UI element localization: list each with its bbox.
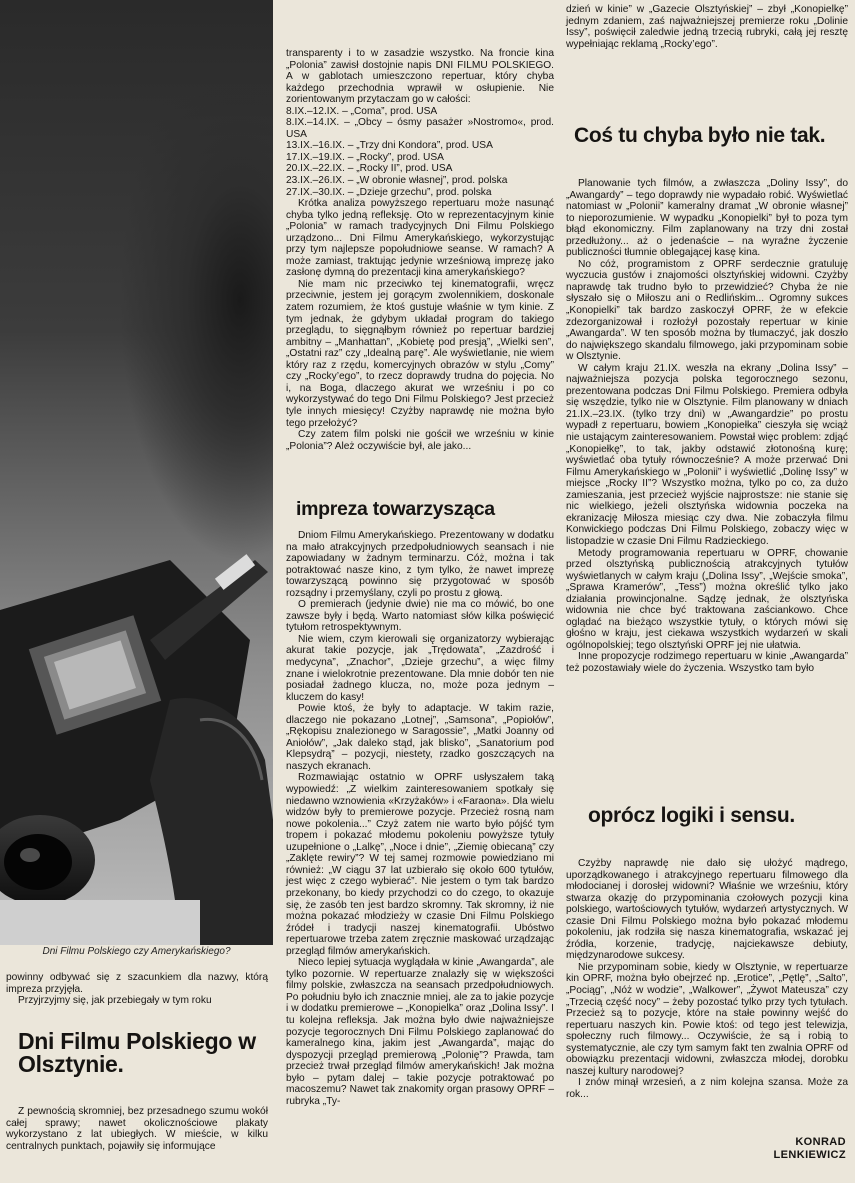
repertoire-item: 8.IX.–12.IX. – „Coma”, prod. USA [286,105,438,117]
paragraph: I znów minął wrzesień, a z nim kolejna szansa. Może za rok... [566,1077,848,1100]
paragraph: Krótka analiza powyższego repertuaru może nasunąć chyba tylko jedną refleksję. Oto w reprezentacyjnym kinie „Polonia” w ramach tradycyjnych Dni Filmu Polskiego urządzono... Dni Filmu Amerykańskiego, wykorzystując przy tym najlepsze popołudniowe seanse. W ramach? A może zamiast, traktując jedynie wrześniową imprezę jako zasłonę dymną do prezentacji kina amerykańskiego? [286,198,554,279]
paragraph: transparenty i to w zasadzie wszystko. Na froncie kina „Polonia” zawisł dostojnie napis DNI FILMU POLSKIEGO. A w gablotach umieszczono repertuar, który chyba każdego przechodnia wprawił w osłupienie. Nie zorientowanym przytaczam go w całości: [286,48,554,106]
paragraph: Czy zatem film polski nie gościł we wrześniu w kinie „Polonia”? Ależ oczywiście był, ale jako... [286,429,554,452]
paragraph: Nieco lepiej sytuacja wyglądała w kinie „Awangarda”, ale tylko pozornie. W repertuarze znalazły się w większości filmy polskie, zwłaszcza na seansach przedpołudniowych. Po południu było ich znacznie mniej, ale za to jakie pozycje i w dodatku premierowe – „Konopielka” oraz „Dolina Issy”. I tu kolejna refleksja. Jak można było dwie najważniejsze pozycje tegorocznych Dni Filmu Polskiego zaplanować do kameralnego kina, jakim jest „Awangarda”, mając do dyspozycji przegląd premierową „Polonię”? Prawda, tam przecież trwał przegląd filmów amerykańskich! Jak można było – pytam dalej – takie pozycje potraktować po macoszemu? Nawet tak znakomity organ prasowy OPRF – rubryka „Ty- [286,957,554,1107]
column-2-top [286,48,554,452]
paragraph: Nie wiem, czym kierowali się organizatorzy wybierając akurat takie pozycje, jak „Trędowata”, „Zazdrość i medycyna”, „Znachor”, „Dzieje grzechu”, a więc filmy znane i wielokrotnie prezentowane. Dla mnie dobór ten nie posiadał żadnego klucza, no, może poza jednym – kluczem do kasy! [286,633,554,703]
repertoire-item: 23.IX.–26.IX. – „W obronie własnej”, prod. polska [286,175,508,187]
paragraph: Inne propozycje rodzimego repertuaru w kinie „Awangarda” też pozostawiały wiele do życzenia. Wszystko tam było [566,651,848,674]
column-1-intro [6,972,268,1007]
author-signature: KONRAD LENKIEWICZ [773,1136,846,1161]
paragraph: Rozmawiając ostatnio w OPRF usłyszałem taką wypowiedź: „Z wielkim zainteresowaniem spotkały się niedawno wznowienia «Krzyżaków» i «Faraona». Dla wielu widzów były to premierowe pozycje. Przecież rosną nam nowe pokolenia...” Czyż zatem nie warto było pójść tym tropem i pokazać młodemu pokoleniu powyższe tytuły uzupełnione o „Lalkę”, „Noce i dnie”, „Ziemię obiecaną” czy „Zaklęte rewiry”? W tej samej rozmowie powiedziano mi również: „W ciągu 37 lat uzbierało się około 600 tytułów, jest więc z czego wybierać”. Nie jestem o tym tak bardzo przekonany, bo kiedy przychodzi co do czego, to okazuje się, że zasób ten jest bardzo skromny. Tak skromny, iż nie można pokazać młodzieży w czasie Dni Filmu Polskiego źródeł i tradycji naszej kinematografii. Ubóstwo repertuarowe trzeba zatem zręcznie maskować urządzając przegląd filmów amerykańskich. [286,772,554,957]
column-1-body [6,1106,268,1152]
repertoire-item: 27.IX.–30.IX. – „Dzieje grzechu”, prod. polska [286,186,492,198]
column-3-bottom [566,858,848,1100]
paragraph: Nie przypominam sobie, kiedy w Olsztynie, w repertuarze kin OPRF, można było obejrzeć np. „Erotice”, „Pętlę”, „Salto”, „Pociąg”, „Nóż w wodzie”, „Walkower”, „Żywot Mateusza” czy „Trzecią część nocy” – żeby pozostać tylko przy tych tytułach. Przecież są to pozycje, które na stałe powinny wejść do repertuaru naszych kin. Powie ktoś: od tego jest telewizja, społeczny ruch filmowy... Oczywiście, że są i robią to systematycznie, ale czy tym samym fakt ten zwalnia OPRF od obowiązku prezentacji widowni, zwłaszcza młodej, dorobku naszej kultury narodowej? [566,961,848,1077]
column-2-bottom [286,530,554,1107]
paragraph: Czyżby naprawdę nie dało się ułożyć mądrego, uporządkowanego i atrakcyjnego repertuaru filmowego dla młodocianej i dorosłej widowni? Właśnie we wrześniu, który stwarza okazję do przypominania czołowych pozycji kina polskiego, wartościowych tytułów, wydarzeń artystycznych. W czasie Dni Filmu Polskiego można było pokazać młodemu pokoleniu, jak rodziła się nasza kinematografia, wskazać jej źródła, korzenie, tradycję, najciekawsze debiuty, międzynarodowe sukcesy. [566,858,848,962]
paragraph: Powie ktoś, że były to adaptacje. W takim razie, dlaczego nie pokazano „Lotnej”, „Samsona”, „Popiołów”, „Rękopisu znalezionego w Saragossie”, „Matki Joanny od Aniołów”, „Jak daleko stąd, jak blisko”, „Sanatorium pod Klepsydrą” – pozycji, niestety, rzadko goszczących na naszych ekranach. [286,703,554,772]
camera-body-shape [0,554,273,945]
paragraph: powinny odbywać się z szacunkiem dla nazwy, którą impreza przyjęła. [6,972,268,995]
paragraph: dzień w kinie” w „Gazecie Olsztyńskiej” – zbył „Konopielkę” jednym zdaniem, zaś najważniejszej premierze roku „Dolinie Issy”, poświęcił zaledwie jedną trzecią rubryki, całą jej resztę wypełniając reklamą „Rocky’ego”. [566,4,848,50]
section-heading-oprocz: oprócz logiki i sensu. [588,804,795,827]
photo-caption: Dni Filmu Polskiego czy Amerykańskiego? [42,946,231,957]
repertoire-list [286,106,554,198]
paragraph: Przyjrzyjmy się, jak przebiegały w tym roku [18,995,212,1007]
paragraph: Planowanie tych filmów, a zwłaszcza „Doliny Issy”, do „Awangardy” – tego doprawdy nie wypadało robić. Wyświetlać natomiast w „Polonii” kameralny dramat „W obronie własnej” to nieporozumienie. W wypadku „Konopielki” był to poza tym błąd ekonomiczny. Film zaplanowany na trzy dni został przedłużony... aż o jedenaście – na wyraźne życzenie publiczności tłumnie oblegającej kasę kina. [566,178,848,259]
section-heading-impreza: impreza towarzysząca [296,498,495,520]
paragraph: W całym kraju 21.IX. weszła na ekrany „Dolina Issy” – najważniejsza pozycja polska tegorocznego sezonu, prezentowana podczas Dni Filmu Polskiego. Premiera odbyła się wszędzie, tylko nie w Olsztynie. Film planowany w dniach 21.IX.–23.IX. (tylko trzy dni) w „Awangardzie” po prostu wypadł z repertuaru, bowiem „Konopiełka” cieszyła się wciąż nie ustającym zainteresowaniem. Powstał więc problem: zdjąć „Konopiełkę”, to tak, jakby odstawić złotonośną kurę; wyświetlać oba tytuły równocześnie? A może przerwać Dni Filmu Amerykańskiego w „Polonii” i wyświetlić „Dolinę Issy” w miejsce „Rocky II”? Wszystko można, tylko po co, za dużo zamieszania, jest przecież wyjście najprostsze: nie stanie się nic wielkiego, jeżeli olsztyńska widownia poczeka na ekranizację Miłosza miesiąc czy dwa. Nie zobaczyła filmu Konwickiego podczas Dni Filmu Polskiego, zobaczy więc w listopadzie w czasie Dni Filmu Radzieckiego. [566,362,848,547]
repertoire-item: 17.IX.–19.IX. – „Rocky”, prod. USA [286,151,444,163]
column-3-middle [566,178,848,675]
film-camera-photo [0,0,273,945]
paragraph: No cóż, programistom z OPRF serdecznie gratuluję wyczucia gustów i znajomości olsztyńskiej widowni. Czyżby naprawdę tak trudno było to przewidzieć? Chyba że nie słyszało się o Miłoszu ani o Redlińskim... Ogromny sukces „Konopielki” tak bardzo zaskoczył OPRF, że w efekcie zdezorganizował i rozłożył pozostały repertuar w kinie „Awangarda”. W ten sposób można by tłumaczyć, jak doszło do największego skandalu filmowego, jaki przypominam sobie w Olsztynie. [566,258,848,363]
camera-operator-illustration [0,0,273,945]
paragraph: Z pewnością skromniej, bez przesadnego szumu wokół całej sprawy; nawet okolicznościowe plakaty wykorzystano z lat ubiegłych. W mieście, w kilku centralnych punktach, pojawiły się informujące [6,1106,268,1152]
repertoire-item: 13.IX.–16.IX. – „Trzy dni Kondora”, prod. USA [286,140,493,152]
section-heading-cos-tu: Coś tu chyba było nie tak. [574,124,826,147]
section-heading-dni-filmu: Dni Filmu Polskiego w Olsztynie. [18,1028,256,1077]
repertoire-item: 8.IX.–14.IX. – „Obcy – ósmy pasażer »Nostromo«, prod. USA [286,117,554,140]
paragraph: Metody programowania repertuaru w OPRF, chowanie przed olsztyńską publicznością atrakcyjnych tytułów wyświetlanych w całym kraju („Dolina Issy”, „Wejście smoka”, „Sprawa Kramerów”, „Tess”) można określić tylko jako działania prowincjonalne. Sądzę jednak, że olsztyńska widownia nie chce być traktowana zaściankowo. Chce oglądać na bieżąco wszystkie tytuły, o których mówi się głośno w kraju, jest ciekawa wszystkich wydarzeń w skali ogólnopolskiej; tego olsztyński OPRF jej nie ułatwia. [566,547,848,651]
column-3-top [566,4,848,50]
paragraph: Dniom Filmu Amerykańskiego. Prezentowany w dodatku na mało atrakcyjnych przedpołudniowych seansach i nie zapowiadany w żadnym terminarzu. Cóż, można i tak potraktować nasze kino, z tym tylko, że nawet imprezę towarzyszącą powinno się przygotować w sposób rozsądny i przemyślany, czyli po prostu z głową. [286,530,554,599]
paragraph: O premierach (jedynie dwie) nie ma co mówić, bo one zawsze były i będą. Warto natomiast słów kilka poświęcić tytułom retrospektywnym. [286,599,554,634]
paragraph: Nie mam nic przeciwko tej kinematografii, wręcz przeciwnie, jestem jej gorącym zwolennikiem, doskonale zatem rozumiem, że ktoś gustuje właśnie w tym kinie. Z tym jednak, że gdybym układał program do takiego przeglądu, to sięgnąłbym również po repertuar bardziej ambitny – „Manhattan”, „Kobietę pod presją”, „Wielki sen”, „Ostatni raz” czy „Idealną parę”. Ale wyświetlanie, nie wiem który raz z rzędu, komercyjnych obrazów w stylu „Comy” czy „Rocky’ego”, to rzecz doprawdy trudna do pojęcia. No i, na Boga, dlaczego akurat we wrześniu i po co wykorzystywać do tego Dni Filmu Polskiego? Jest przecież tyle innych miesięcy! Czyżby naprawdę nie można było tego przełożyć? [286,278,554,429]
repertoire-item: 20.IX.–22.IX. – „Rocky II”, prod. USA [286,163,453,175]
